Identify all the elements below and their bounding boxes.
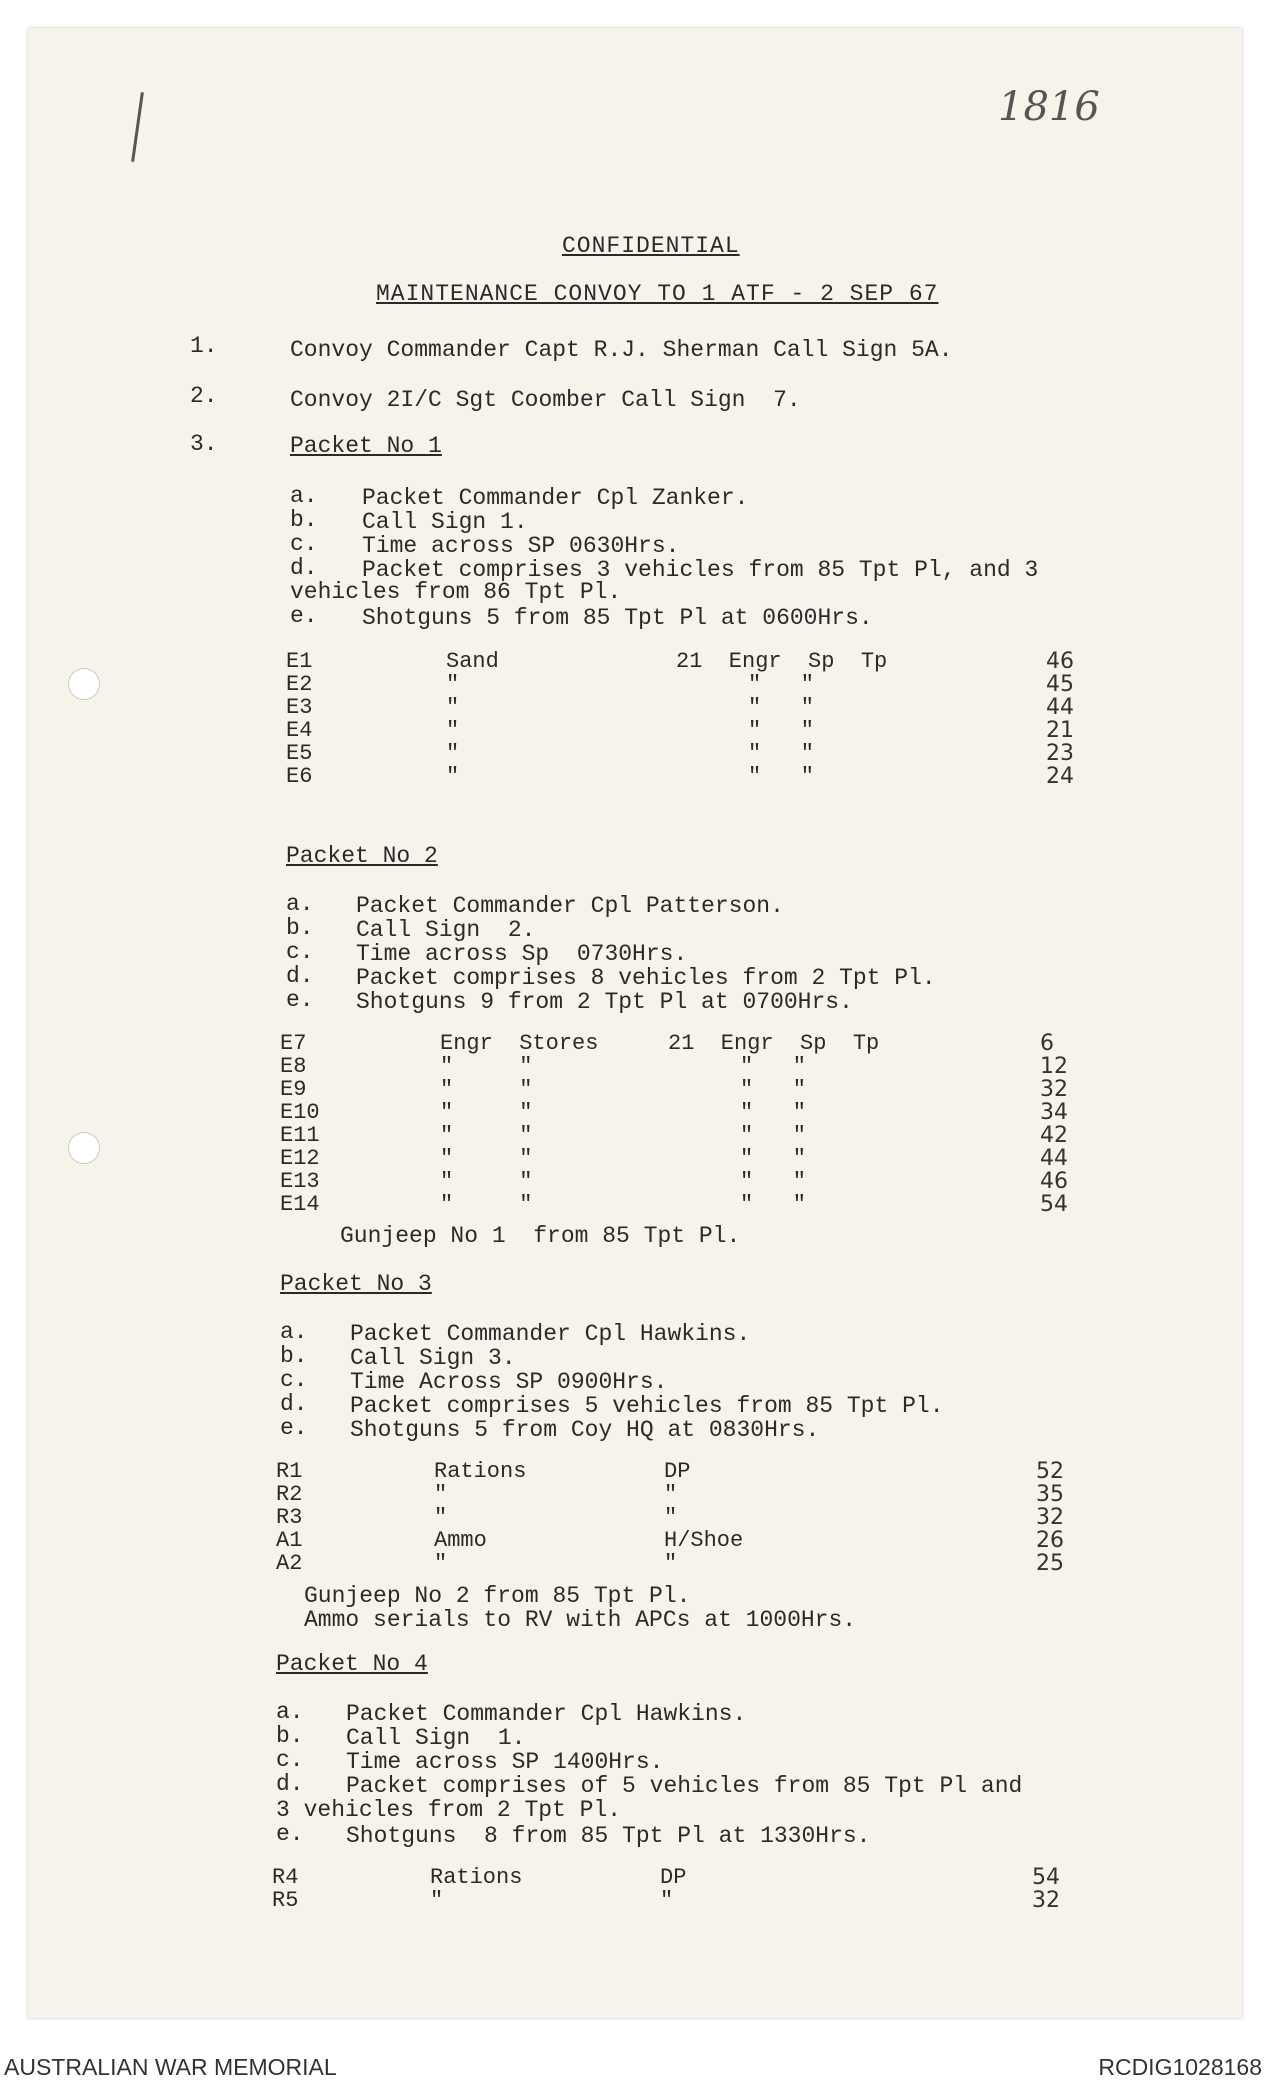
serial-cell: R3: [276, 1505, 303, 1530]
letter-c: c.: [280, 1367, 308, 1393]
letter-e: e.: [280, 1415, 308, 1441]
letter-d: d.: [286, 963, 314, 989]
load-cell: ": [434, 1505, 448, 1530]
packet-comprises: Packet comprises of 5 vehicles from 85 Tpt Pl and: [346, 1773, 1023, 1799]
load-cell: Sand: [446, 649, 499, 674]
letter-a: a.: [290, 483, 318, 509]
serial-cell: R1: [276, 1459, 303, 1484]
vehicle-number-cell: 21: [1046, 718, 1074, 743]
vehicle-number-cell: 32: [1036, 1505, 1064, 1530]
time-across: Time across Sp 0730Hrs.: [356, 941, 688, 967]
serial-cell: R5: [272, 1888, 299, 1913]
vehicle-number-cell: 44: [1040, 1146, 1068, 1171]
call-sign: Call Sign 1.: [346, 1725, 526, 1751]
load-cell: Rations: [430, 1865, 523, 1890]
letter-b: b.: [290, 507, 318, 533]
packet-1-heading: Packet No 1: [290, 433, 442, 459]
destination-cell: " ": [740, 1100, 807, 1125]
destination-cell: " ": [740, 1192, 807, 1217]
shotguns: Shotguns 5 from Coy HQ at 0830Hrs.: [350, 1417, 820, 1443]
packet-comprises: Packet comprises 5 vehicles from 85 Tpt Pl.: [350, 1393, 944, 1419]
serial-cell: A1: [276, 1528, 303, 1553]
vehicle-number-cell: 26: [1036, 1528, 1064, 1553]
gunjeep-note: Gunjeep No 2 from 85 Tpt Pl.: [304, 1583, 691, 1609]
shotguns: Shotguns 9 from 2 Tpt Pl at 0700Hrs.: [356, 989, 853, 1015]
serial-cell: E13: [280, 1169, 320, 1194]
vehicle-number-cell: 52: [1036, 1459, 1064, 1484]
destination-cell: ": [664, 1482, 678, 1507]
packet-4-heading: Packet No 4: [276, 1651, 428, 1677]
letter-a: a.: [276, 1699, 304, 1725]
destination-cell: " ": [748, 741, 815, 766]
serial-cell: E1: [286, 649, 313, 674]
load-cell: " ": [440, 1192, 533, 1217]
serial-cell: E4: [286, 718, 313, 743]
serial-cell: R2: [276, 1482, 303, 1507]
destination-cell: 21 Engr Sp Tp: [668, 1031, 880, 1056]
packet-comprises-cont: vehicles from 86 Tpt Pl.: [290, 579, 622, 605]
load-cell: " ": [440, 1146, 533, 1171]
vehicle-number-cell: 46: [1046, 649, 1074, 674]
serial-cell: E2: [286, 672, 313, 697]
load-cell: Ammo: [434, 1528, 487, 1553]
ammo-note: Ammo serials to RV with APCs at 1000Hrs.: [304, 1607, 857, 1633]
shotguns: Shotguns 5 from 85 Tpt Pl at 0600Hrs.: [362, 605, 873, 631]
archive-id: RCDIG1028168: [1098, 2054, 1262, 2080]
vehicle-number-cell: 25: [1036, 1551, 1064, 1576]
destination-cell: DP: [664, 1459, 691, 1484]
packet-commander: Packet Commander Cpl Hawkins.: [346, 1701, 747, 1727]
letter-b: b.: [276, 1723, 304, 1749]
letter-a: a.: [280, 1319, 308, 1345]
call-sign: Call Sign 3.: [350, 1345, 516, 1371]
letter-a: a.: [286, 891, 314, 917]
punch-hole: [68, 668, 100, 700]
letter-e: e.: [290, 603, 318, 629]
load-cell: " ": [440, 1123, 533, 1148]
vehicle-number-cell: 23: [1046, 741, 1074, 766]
letter-b: b.: [286, 915, 314, 941]
load-cell: ": [446, 741, 460, 766]
destination-cell: " ": [740, 1077, 807, 1102]
serial-cell: E9: [280, 1077, 307, 1102]
load-cell: ": [430, 1888, 444, 1913]
letter-c: c.: [286, 939, 314, 965]
vehicle-number-cell: 44: [1046, 695, 1074, 720]
vehicle-number-cell: 45: [1046, 672, 1074, 697]
packet-comprises: Packet comprises 8 vehicles from 2 Tpt Pl.: [356, 965, 936, 991]
destination-cell: " ": [740, 1054, 807, 1079]
packet-comprises-cont: 3 vehicles from 2 Tpt Pl.: [276, 1797, 622, 1823]
load-cell: " ": [440, 1100, 533, 1125]
gunjeep-note: Gunjeep No 1 from 85 Tpt Pl.: [340, 1223, 741, 1249]
serial-cell: E12: [280, 1146, 320, 1171]
vehicle-number-cell: 35: [1036, 1482, 1064, 1507]
load-cell: Engr Stores: [440, 1031, 599, 1056]
letter-d: d.: [280, 1391, 308, 1417]
destination-cell: ": [664, 1551, 678, 1576]
vehicle-number-cell: 32: [1040, 1077, 1068, 1102]
call-sign: Call Sign 1.: [362, 509, 528, 535]
packet-commander: Packet Commander Cpl Hawkins.: [350, 1321, 751, 1347]
letter-d: d.: [276, 1771, 304, 1797]
serial-cell: E8: [280, 1054, 307, 1079]
packet-2-heading: Packet No 2: [286, 843, 438, 869]
punch-hole: [68, 1132, 100, 1164]
vehicle-number-cell: 6: [1040, 1031, 1054, 1056]
time-across: Time Across SP 0900Hrs.: [350, 1369, 668, 1395]
vehicle-number-cell: 34: [1040, 1100, 1068, 1125]
load-cell: ": [434, 1482, 448, 1507]
serial-cell: A2: [276, 1551, 303, 1576]
letter-c: c.: [290, 531, 318, 557]
destination-cell: ": [660, 1888, 674, 1913]
destination-cell: " ": [740, 1123, 807, 1148]
vehicle-number-cell: 32: [1032, 1888, 1060, 1913]
document-title: CONFIDENTIAL: [562, 233, 740, 259]
folio-number: 1816: [998, 84, 1100, 130]
letter-e: e.: [276, 1821, 304, 1847]
letter-b: b.: [280, 1343, 308, 1369]
destination-cell: DP: [660, 1865, 687, 1890]
item-text: Convoy Commander Capt R.J. Sherman Call Sign 5A.: [290, 337, 953, 363]
destination-cell: " ": [748, 695, 815, 720]
vehicle-number-cell: 54: [1040, 1192, 1068, 1217]
load-cell: " ": [440, 1169, 533, 1194]
load-cell: " ": [440, 1054, 533, 1079]
serial-cell: E7: [280, 1031, 307, 1056]
vehicle-number-cell: 46: [1040, 1169, 1068, 1194]
call-sign: Call Sign 2.: [356, 917, 536, 943]
time-across: Time across SP 0630Hrs.: [362, 533, 680, 559]
destination-cell: " ": [748, 718, 815, 743]
destination-cell: " ": [748, 764, 815, 789]
vehicle-number-cell: 54: [1032, 1865, 1060, 1890]
serial-cell: E11: [280, 1123, 320, 1148]
serial-cell: E3: [286, 695, 313, 720]
load-cell: " ": [440, 1077, 533, 1102]
item-number: 3.: [190, 431, 218, 457]
load-cell: ": [434, 1551, 448, 1576]
packet-commander: Packet Commander Cpl Patterson.: [356, 893, 784, 919]
serial-cell: R4: [272, 1865, 299, 1890]
item-number: 2.: [190, 383, 218, 409]
load-cell: ": [446, 695, 460, 720]
serial-cell: E6: [286, 764, 313, 789]
letter-d: d.: [290, 555, 318, 581]
destination-cell: ": [664, 1505, 678, 1530]
vehicle-number-cell: 12: [1040, 1054, 1068, 1079]
destination-cell: H/Shoe: [664, 1528, 744, 1553]
document-subtitle: MAINTENANCE CONVOY TO 1 ATF - 2 SEP 67: [376, 281, 939, 307]
serial-cell: E14: [280, 1192, 320, 1217]
destination-cell: " ": [740, 1146, 807, 1171]
packet-commander: Packet Commander Cpl Zanker.: [362, 485, 749, 511]
item-number: 1.: [190, 333, 218, 359]
load-cell: Rations: [434, 1459, 527, 1484]
destination-cell: 21 Engr Sp Tp: [676, 649, 888, 674]
time-across: Time across SP 1400Hrs.: [346, 1749, 664, 1775]
packet-comprises: Packet comprises 3 vehicles from 85 Tpt Pl, and 3: [362, 557, 1039, 583]
letter-c: c.: [276, 1747, 304, 1773]
vehicle-number-cell: 24: [1046, 764, 1074, 789]
destination-cell: " ": [740, 1169, 807, 1194]
destination-cell: " ": [748, 672, 815, 697]
load-cell: ": [446, 764, 460, 789]
shotguns: Shotguns 8 from 85 Tpt Pl at 1330Hrs.: [346, 1823, 871, 1849]
serial-cell: E10: [280, 1100, 320, 1125]
serial-cell: E5: [286, 741, 313, 766]
load-cell: ": [446, 718, 460, 743]
item-text: Convoy 2I/C Sgt Coomber Call Sign 7.: [290, 387, 801, 413]
archive-label: AUSTRALIAN WAR MEMORIAL: [4, 2054, 337, 2080]
packet-3-heading: Packet No 3: [280, 1271, 432, 1297]
letter-e: e.: [286, 987, 314, 1013]
load-cell: ": [446, 672, 460, 697]
vehicle-number-cell: 42: [1040, 1123, 1068, 1148]
